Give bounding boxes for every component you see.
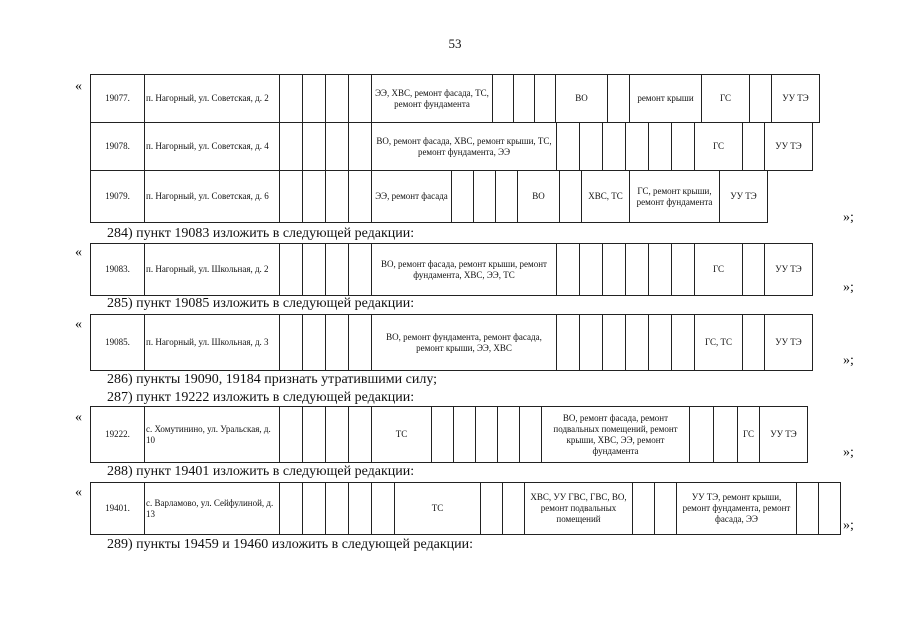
instruction-text: 284) пункт 19083 изложить в следующей редакции: xyxy=(107,226,415,241)
works-table xyxy=(90,482,841,535)
work-cell: ГС xyxy=(738,407,760,463)
works-table xyxy=(90,314,813,371)
work-cell: ВО, ремонт фасада, ХВС, ремонт крыши, ТС, ремонт фундамента, ЭЭ xyxy=(372,123,557,171)
works-table xyxy=(90,170,768,223)
work-cell: ГС xyxy=(695,123,743,171)
table-row xyxy=(91,483,841,535)
address: п. Нагорный, ул. Советская, д. 6 xyxy=(145,171,280,223)
work-cell: ВО xyxy=(556,75,608,123)
address: п. Нагорный, ул. Школьная, д. 2 xyxy=(145,244,280,296)
work-cell: ХВС, ТС xyxy=(582,171,630,223)
work-cell: ремонт крыши xyxy=(630,75,702,123)
table-row xyxy=(91,407,808,463)
works-table xyxy=(90,243,813,296)
address: п. Нагорный, ул. Советская, д. 2 xyxy=(145,75,280,123)
work-cell: ВО, ремонт фундамента, ремонт фасада, ремонт крыши, ЭЭ, ХВС xyxy=(372,315,557,371)
works-table xyxy=(90,122,813,171)
work-cell: ГС xyxy=(702,75,750,123)
table-row xyxy=(91,171,768,223)
work-cell: УУ ТЭ, ремонт крыши, ремонт фундамента, ремонт фасада, ЭЭ xyxy=(677,483,797,535)
address: п. Нагорный, ул. Советская, д. 4 xyxy=(145,123,280,171)
works-table xyxy=(90,74,820,123)
table-row xyxy=(91,123,813,171)
work-cell: УУ ТЭ xyxy=(765,244,813,296)
work-cell: УУ ТЭ xyxy=(760,407,808,463)
open-quote: « xyxy=(75,410,82,425)
work-cell: УУ ТЭ xyxy=(772,75,820,123)
instruction-text: 285) пункт 19085 изложить в следующей редакции: xyxy=(107,296,415,311)
work-cell: УУ ТЭ xyxy=(720,171,768,223)
works-table xyxy=(90,406,808,463)
address: с. Варламово, ул. Сейфулиной, д. 13 xyxy=(145,483,280,535)
open-quote: « xyxy=(75,485,82,500)
item-number: 19078. xyxy=(91,123,145,171)
instruction-text: 288) пункт 19401 изложить в следующей редакции: xyxy=(107,464,415,479)
address: с. Хомутинино, ул. Уральская, д. 10 xyxy=(145,407,280,463)
item-number: 19085. xyxy=(91,315,145,371)
item-number: 19077. xyxy=(91,75,145,123)
work-cell: ХВС, УУ ГВС, ГВС, ВО, ремонт подвальных помещений xyxy=(525,483,633,535)
work-cell: ЭЭ, ХВС, ремонт фасада, ТС, ремонт фундамента xyxy=(372,75,493,123)
close-quote: »; xyxy=(843,445,854,460)
open-quote: « xyxy=(75,245,82,260)
work-cell: ТС xyxy=(395,483,481,535)
work-cell: ВО, ремонт фасада, ремонт крыши, ремонт фундамента, ХВС, ЭЭ, ТС xyxy=(372,244,557,296)
item-number: 19222. xyxy=(91,407,145,463)
work-cell: УУ ТЭ xyxy=(765,123,813,171)
instruction-text: 289) пункты 19459 и 19460 изложить в следующей редакции: xyxy=(107,537,474,552)
close-quote: »; xyxy=(843,280,854,295)
open-quote: « xyxy=(75,79,82,94)
table-row xyxy=(91,244,813,296)
item-number: 19079. xyxy=(91,171,145,223)
close-quote: »; xyxy=(843,210,854,225)
address: п. Нагорный, ул. Школьная, д. 3 xyxy=(145,315,280,371)
instruction-text: 286) пункты 19090, 19184 признать утратившими силу; xyxy=(107,372,438,387)
work-cell: ГС, ремонт крыши, ремонт фундамента xyxy=(630,171,720,223)
open-quote: « xyxy=(75,317,82,332)
work-cell: ГС, ТС xyxy=(695,315,743,371)
table-row xyxy=(91,315,813,371)
work-cell: ВО xyxy=(518,171,560,223)
item-number: 19083. xyxy=(91,244,145,296)
work-cell: ГС xyxy=(695,244,743,296)
work-cell: ВО, ремонт фасада, ремонт подвальных помещений, ремонт крыши, ХВС, ЭЭ, ремонт фундамента xyxy=(542,407,690,463)
close-quote: »; xyxy=(843,518,854,533)
work-cell: УУ ТЭ xyxy=(765,315,813,371)
page-number: 53 xyxy=(448,36,462,51)
close-quote: »; xyxy=(843,353,854,368)
work-cell: ТС xyxy=(372,407,432,463)
instruction-text: 287) пункт 19222 изложить в следующей редакции: xyxy=(107,390,415,405)
item-number: 19401. xyxy=(91,483,145,535)
table-row xyxy=(91,75,820,123)
work-cell: ЭЭ, ремонт фасада xyxy=(372,171,452,223)
